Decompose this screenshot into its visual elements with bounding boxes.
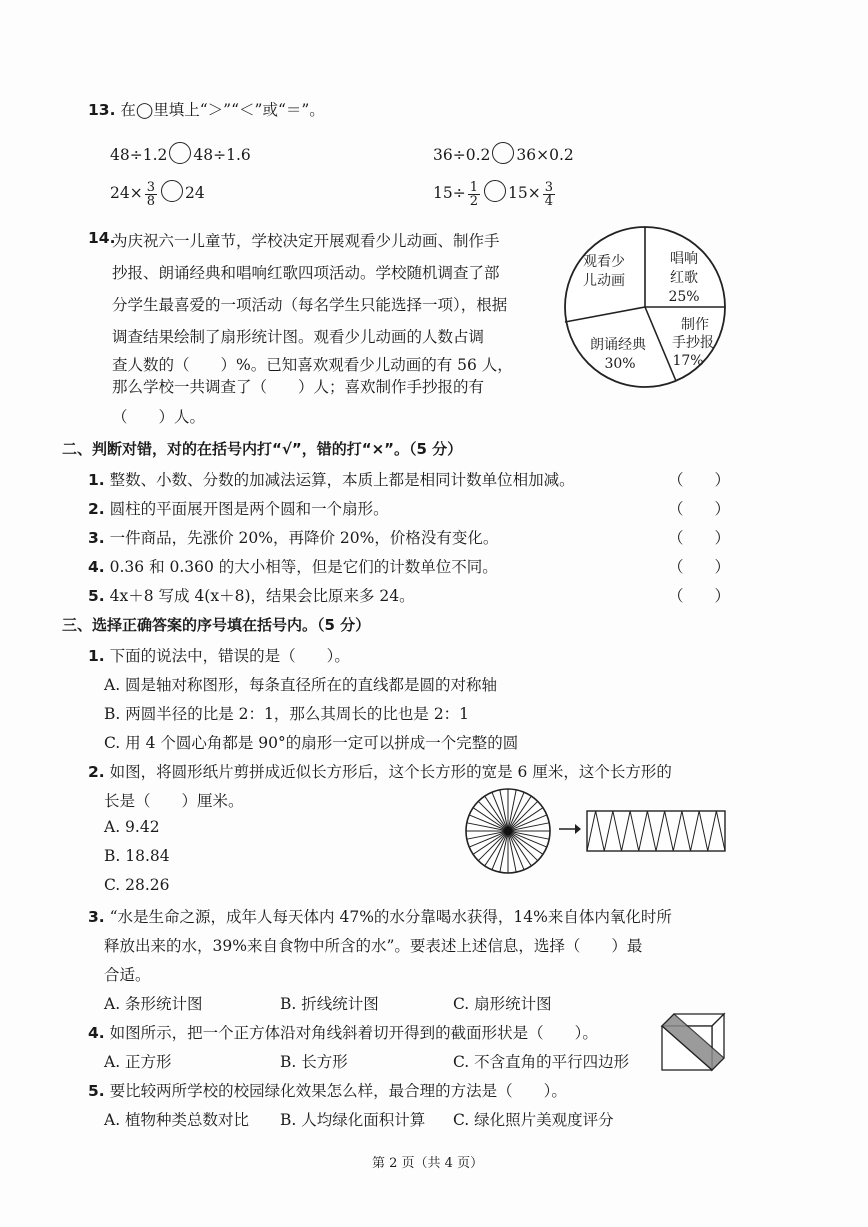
answer-paren[interactable]: （ ） (668, 529, 731, 547)
choice-q4 (88, 1021, 598, 1043)
choice-q3-line-1 (88, 905, 672, 927)
answer-paren[interactable]: （ ） (668, 500, 731, 518)
q13-item-4 (433, 180, 557, 208)
judge-item-text: 0.36 和 0.360 的大小相等，但是它们的计数单位不同。 (109, 558, 498, 576)
fraction-denominator: 4 (544, 193, 553, 209)
fraction-numerator: 1 (469, 179, 478, 195)
pie-label-song-pct: 25% (668, 289, 700, 305)
q13-item-2 (433, 142, 574, 164)
page-footer: 第 2 页（共 4 页） (372, 1156, 484, 1171)
choice-q5-option-c: C. 绿化照片美观度评分 (453, 1111, 614, 1129)
choice-q1-text: 下面的说法中，错误的是（ ）。 (109, 647, 350, 665)
judge-item-4 (88, 555, 498, 577)
choice-q3-line-3: 合适。 (104, 966, 151, 984)
q14-line-7: （ ）人。 (112, 408, 206, 426)
judge-item-number: 5. (88, 587, 105, 605)
compare-circle[interactable] (492, 142, 514, 164)
q13-item-4-left: 15÷ (433, 184, 466, 202)
choice-q3-option-a: A. 条形统计图 (104, 995, 203, 1013)
choice-q2-text: 如图，将圆形纸片剪拼成近似长方形后，这个长方形的宽是 6 厘米，这个长方形的 (109, 763, 672, 781)
pie-label-handcopy-pct: 17% (672, 353, 704, 369)
pie-label-song-1: 唱响 (670, 251, 698, 267)
choice-q3-option-c: C. 扇形统计图 (453, 995, 552, 1013)
choice-q3-option-b: B. 折线统计图 (280, 995, 379, 1013)
fraction (468, 181, 480, 208)
q13-item-1 (110, 142, 251, 164)
q13-item-3 (110, 180, 205, 208)
judge-item-5 (88, 584, 415, 606)
q13-title (88, 98, 325, 120)
arrow-right-icon (558, 822, 582, 836)
judge-item-number: 3. (88, 529, 105, 547)
sectored-circle-figure (463, 786, 553, 876)
choice-q1-number: 1. (88, 647, 105, 665)
q14-line-3: 分学生最喜爱的一项活动（每名学生只能选择一项），根据 (112, 296, 508, 314)
q14-line-6: 那么学校一共调查了（ ）人；喜欢制作手抄报的有 (112, 378, 485, 396)
section2-title: 二、判断对错，对的在括号内打“√”，错的打“×”。（5 分） (62, 440, 463, 458)
judge-item-number: 2. (88, 500, 105, 518)
pie-label-recite-1: 朗诵经典 (590, 337, 646, 353)
pie-label-anime-1: 观看少 (583, 254, 625, 270)
q13-text: 在◯里填上“＞”“＜”或“＝”。 (120, 101, 325, 119)
choice-q4-text: 如图所示，把一个正方体沿对角线斜着切开得到的截面形状是（ ）。 (109, 1024, 598, 1042)
judge-item-3 (88, 526, 498, 548)
compare-circle[interactable] (169, 142, 191, 164)
choice-q5-option-a: A. 植物种类总数对比 (104, 1111, 250, 1129)
choice-q1 (88, 644, 350, 666)
q13-item-1-right: 48÷1.6 (193, 146, 251, 164)
choice-q2-option-c: C. 28.26 (104, 876, 170, 894)
q14-line-5: 查人数的（ ）%。已知喜欢观看少儿动画的有 56 人， (112, 356, 513, 374)
fraction-denominator: 8 (146, 193, 155, 209)
q14-line-4: 调查结果绘制了扇形统计图。观看少儿动画的人数占调 (112, 328, 485, 346)
pie-label-song-2: 红歌 (670, 270, 698, 286)
circle-center (504, 827, 512, 835)
choice-q1-option-c: C. 用 4 个圆心角都是 90°的扇形一定可以拼成一个完整的圆 (104, 734, 519, 752)
pie-label-recite-pct: 30% (604, 356, 636, 372)
choice-q2-line-1 (88, 760, 672, 782)
judge-item-text: 一件商品，先涨价 20%，再降价 20%，价格没有变化。 (109, 529, 499, 547)
answer-paren[interactable]: （ ） (668, 587, 731, 605)
judge-item-number: 1. (88, 471, 105, 489)
choice-q3-line-2: 释放出来的水，39%来自食物中所含的水”。要表述上述信息，选择（ ）最 (104, 937, 643, 955)
choice-q2-option-a: A. 9.42 (104, 818, 160, 836)
choice-q1-option-b: B. 两圆半径的比是 2：1，那么其周长的比也是 2：1 (104, 705, 470, 723)
fraction-denominator: 2 (469, 193, 478, 209)
pie-label-anime-2: 儿动画 (583, 273, 625, 289)
choice-q2-option-b: B. 18.84 (104, 847, 170, 865)
cube-cross-section-figure (660, 1012, 728, 1072)
choice-q5-number: 5. (88, 1082, 105, 1100)
choice-q5-text: 要比较两所学校的校园绿化效果怎么样，最合理的方法是（ ）。 (109, 1082, 567, 1100)
q13-item-2-right: 36×0.2 (516, 146, 574, 164)
compare-circle[interactable] (161, 180, 183, 202)
compare-circle[interactable] (484, 180, 506, 202)
answer-paren[interactable]: （ ） (668, 558, 731, 576)
fraction-numerator: 3 (146, 179, 155, 195)
judge-item-2 (88, 497, 389, 519)
choice-q4-option-c: C. 不含直角的平行四边形 (453, 1053, 630, 1071)
pie-label-handcopy-2: 手抄报 (672, 335, 714, 351)
choice-q5 (88, 1079, 567, 1101)
q13-item-3-left: 24× (110, 184, 143, 202)
q14-line-2: 抄报、朗诵经典和唱响红歌四项活动。学校随机调查了部 (112, 264, 500, 282)
section3-title: 三、选择正确答案的序号填在括号内。（5 分） (62, 616, 371, 634)
q13-item-3-right: 24 (185, 184, 205, 202)
choice-q3-text: “水是生命之源，成年人每天体内 47%的水分靠喝水获得，14%来自体内氧化时所 (109, 908, 672, 926)
judge-item-number: 4. (88, 558, 105, 576)
fraction (145, 181, 157, 208)
q13-number: 13. (88, 101, 116, 119)
fraction-numerator: 3 (544, 179, 553, 195)
approximate-rectangle-figure (586, 808, 728, 854)
q14-line-1: 为庆祝六一儿童节，学校决定开展观看少儿动画、制作手 (112, 232, 500, 250)
choice-q5-option-b: B. 人均绿化面积计算 (280, 1111, 426, 1129)
choice-q4-number: 4. (88, 1024, 105, 1042)
q13-item-1-left: 48÷1.2 (110, 146, 168, 164)
choice-q4-option-b: B. 长方形 (280, 1053, 348, 1071)
q13-item-4-right: 15× (508, 184, 541, 202)
answer-paren[interactable]: （ ） (668, 471, 731, 489)
choice-q2-number: 2. (88, 763, 105, 781)
choice-q3-number: 3. (88, 908, 105, 926)
judge-item-text: 4x＋8 写成 4(x＋8)，结果会比原来多 24。 (109, 587, 415, 605)
q14-number: 14. (88, 229, 116, 247)
judge-item-1 (88, 468, 575, 490)
choice-q1-option-a: A. 圆是轴对称图形，每条直径所在的直线都是圆的对称轴 (104, 676, 498, 694)
fraction (543, 181, 555, 208)
judge-item-text: 圆柱的平面展开图是两个圆和一个扇形。 (109, 500, 389, 518)
q13-item-2-left: 36÷0.2 (433, 146, 491, 164)
choice-q4-option-a: A. 正方形 (104, 1053, 172, 1071)
activity-pie-chart (560, 222, 730, 392)
judge-item-text: 整数、小数、分数的加减法运算，本质上都是相同计数单位相加减。 (109, 471, 575, 489)
choice-q2-line-2: 长是（ ）厘米。 (104, 792, 244, 810)
pie-label-handcopy-1: 制作 (681, 317, 709, 333)
